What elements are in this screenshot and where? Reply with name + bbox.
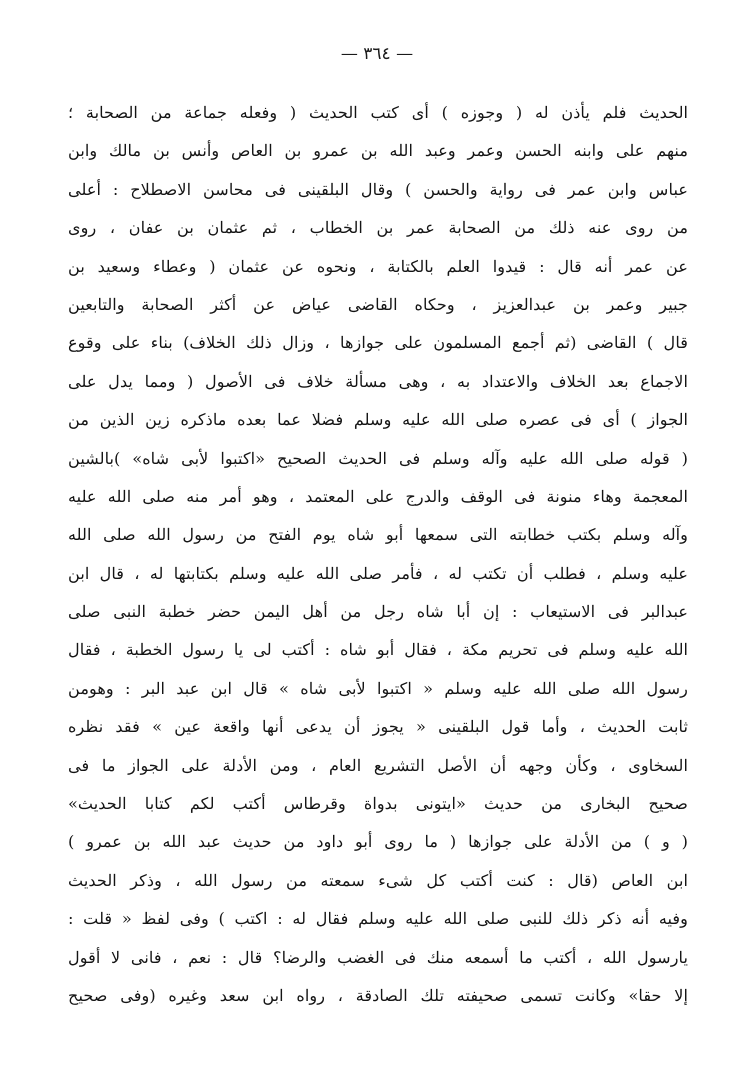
text-line: الحديث فلم يأذن له ( وجوزه ) أى كتب الحديث ( وفعله جماعة من الصحابة ؛ — [68, 103, 688, 122]
text-line: عباس وابن عمر فى رواية والحسن ) وقال البلقينى فى محاسن الاصطلاح : أعلى — [68, 179, 688, 199]
text-line: المعجمة وهاء منونة فى الوقف والدرج على المعتمد ، وهو أمر منه صلى الله عليه — [68, 486, 688, 506]
text-line: الجواز ) أى فى عصره صلى الله عليه وسلم فضلا عما بعده ماذكره زين الذين من — [68, 410, 688, 430]
text-line: ( و ) من الأدلة على جوازها ( ما روى أبو داود من حديث عبد الله بن عمرو ) — [68, 832, 688, 852]
text-line: إلا حقا» وكانت تسمى صحيفته تلك الصادقة ، رواه ابن سعد وغيره (وفى صحيح — [68, 985, 688, 1005]
text-line: ثابت الحديث ، وأما قول البلقينى « يجوز أن يدعى أنها واقعة عين » فقد نظره — [68, 717, 688, 737]
text-line: الله عليه وسلم فى تحريم مكة ، فقال أبو شاه : أكتب لى يا رسول الخطبة ، فقال — [68, 640, 688, 660]
text-line: ( قوله صلى الله عليه وآله وسلم فى الحديث الصحيح «اكتبوا لأبى شاه» )بالشين — [68, 448, 688, 468]
text-line: وآله وسلم بكتب خطابته التى سمعها أبو شاه يوم الفتح من رسول الله صلى الله — [68, 525, 688, 545]
text-line: عليه وسلم ، فطلب أن تكتب له ، فأمر صلى الله عليه وسلم بكتابتها له ، قال ابن — [68, 563, 688, 583]
text-line: من روى عنه ذلك من الصحابة عمر بن الخطاب ، ثم عثمان بن عفان ، روى — [68, 218, 688, 238]
body-text — [68, 94, 688, 1015]
text-line: عن عمر أنه قال : قيدوا العلم بالكتابة ، ونحوه عن عثمان ( وعطاء وسعيد بن — [68, 256, 688, 276]
text-line: الاجماع بعد الخلاف والاعتداد به ، وهى مسألة خلاف فى الأصول ( ومما يدل على — [68, 371, 688, 391]
text-line: ابن العاص (قال : كنت أكتب كل شىء سمعته من رسول الله ، وذكر الحديث — [68, 870, 688, 890]
text-line: صحيح البخارى من حديث «ايتونى بدواة وقرطاس أكتب لكم كتابا الحديث» — [68, 794, 688, 814]
text-line: عبدالبر فى الاستيعاب : إن أبا شاه رجل من أهل اليمن حضر خطبة النبى صلى — [68, 602, 688, 622]
text-line: منهم على وابنه الحسن وعمر وعبد الله بن عمرو بن العاص وأنس بن مالك وابن — [68, 141, 688, 161]
text-line: قال ) القاضى (ثم أجمع المسلمون على جوازها ، وزال ذلك الخلاف) بناء على وقوع — [68, 333, 688, 353]
page-number: — ٣٦٤ — — [340, 44, 414, 64]
text-line: يارسول الله ، أكتب ما أسمعه منك فى الغضب والرضا؟ قال : نعم ، فانى لا أقول — [68, 947, 688, 967]
text-line: رسول الله صلى الله عليه وسلم « اكتبوا لأبى شاه » قال ابن عبد البر : وهومن — [68, 678, 688, 698]
text-line: جبير وعمر بن عبدالعزيز ، وحكاه القاضى عياض عن أكثر الصحابة والتابعين — [68, 294, 688, 314]
text-line: السخاوى ، وكأن وجهه أن الأصل التشريع العام ، ومن الأدلة على الجواز ما فى — [68, 755, 688, 775]
text-line: وفيه أنه ذكر ذلك للنبى صلى الله عليه وسلم فقال له : اكتب ) وفى لفظ « قلت : — [68, 909, 688, 929]
